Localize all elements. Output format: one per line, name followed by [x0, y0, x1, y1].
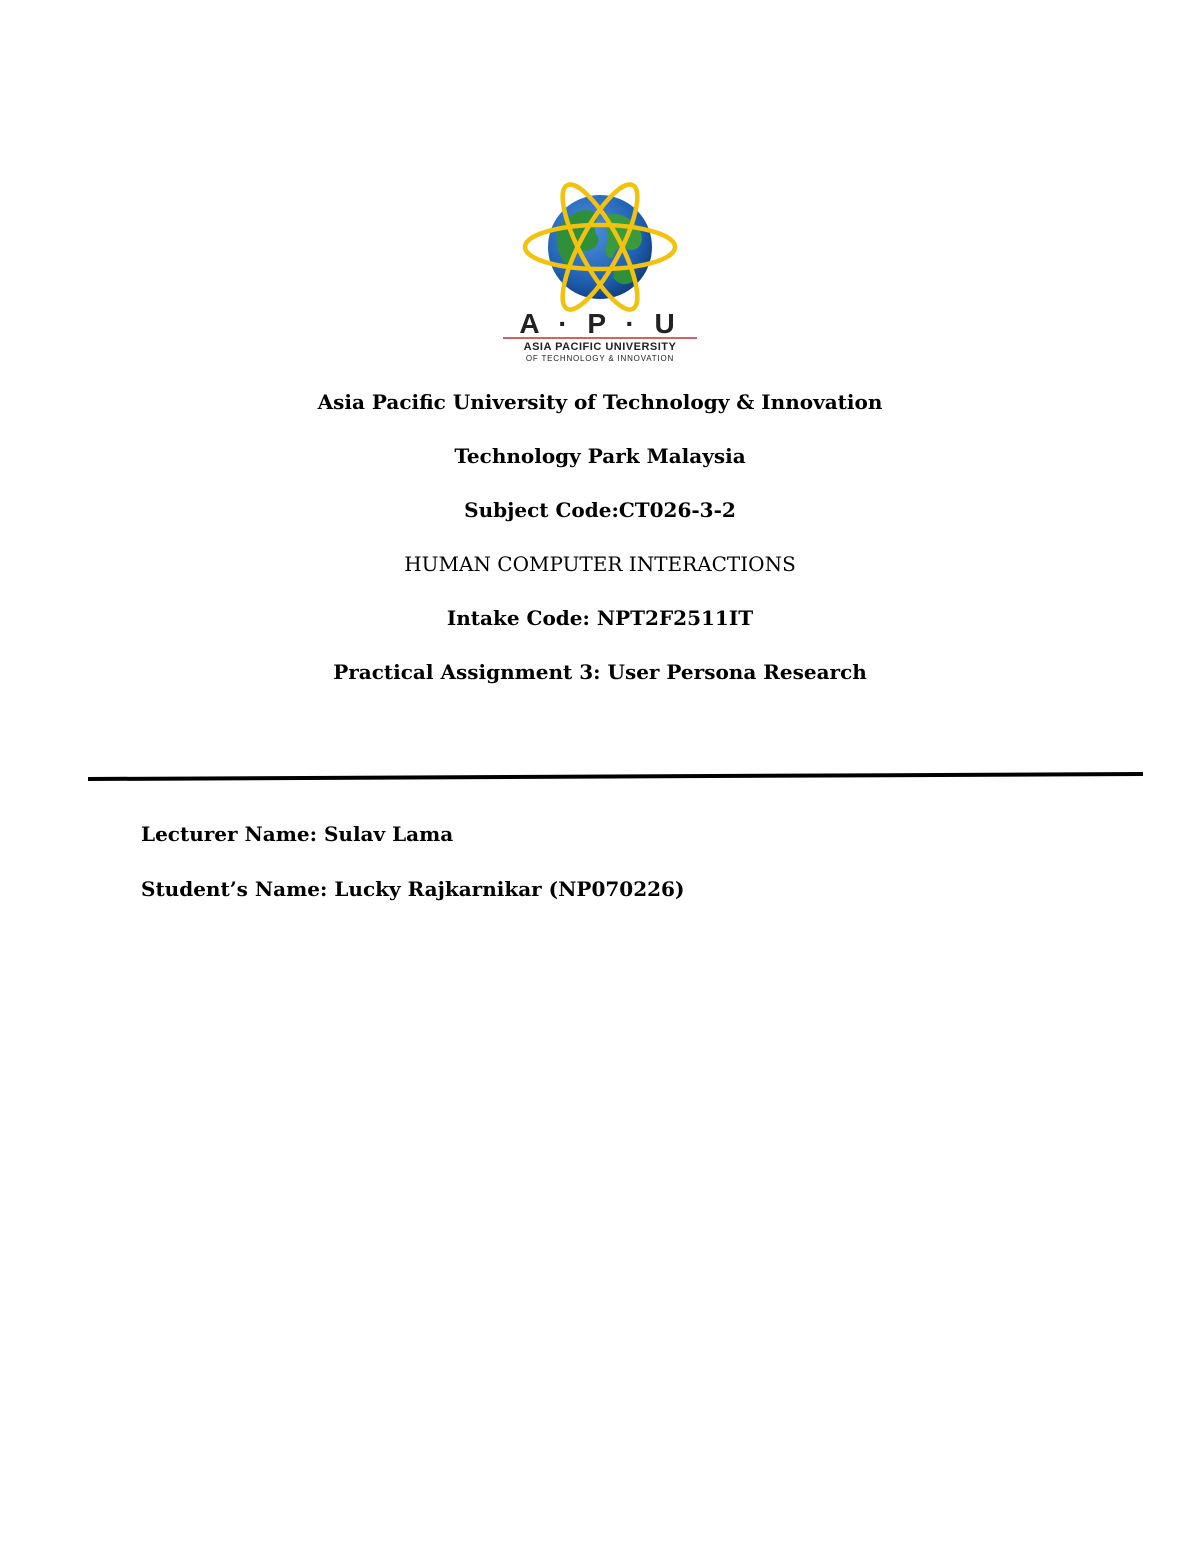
student-name: Student’s Name: Lucky Rajkarnikar (NP070226): [141, 877, 685, 901]
apu-globe-logo-icon: [495, 175, 705, 367]
logo-name-line2: OF TECHNOLOGY & INNOVATION: [525, 354, 675, 363]
assignment-title: Practical Assignment 3: User Persona Research: [333, 660, 867, 684]
university-name: Asia Pacific University of Technology & Innovation: [317, 390, 883, 414]
university-logo: [495, 175, 705, 367]
intake-code: Intake Code: NPT2F2511IT: [446, 606, 754, 630]
subject-code: Subject Code:CT026-3-2: [464, 498, 736, 522]
logo-name-line1: ASIA PACIFIC UNIVERSITY: [523, 341, 677, 353]
campus-name: Technology Park Malaysia: [454, 444, 746, 468]
subject-name: HUMAN COMPUTER INTERACTIONS: [404, 552, 796, 576]
horizontal-divider: [88, 768, 1143, 780]
logo-wordmark: A · P · U: [519, 308, 681, 339]
lecturer-name: Lecturer Name: Sulav Lama: [141, 822, 454, 846]
